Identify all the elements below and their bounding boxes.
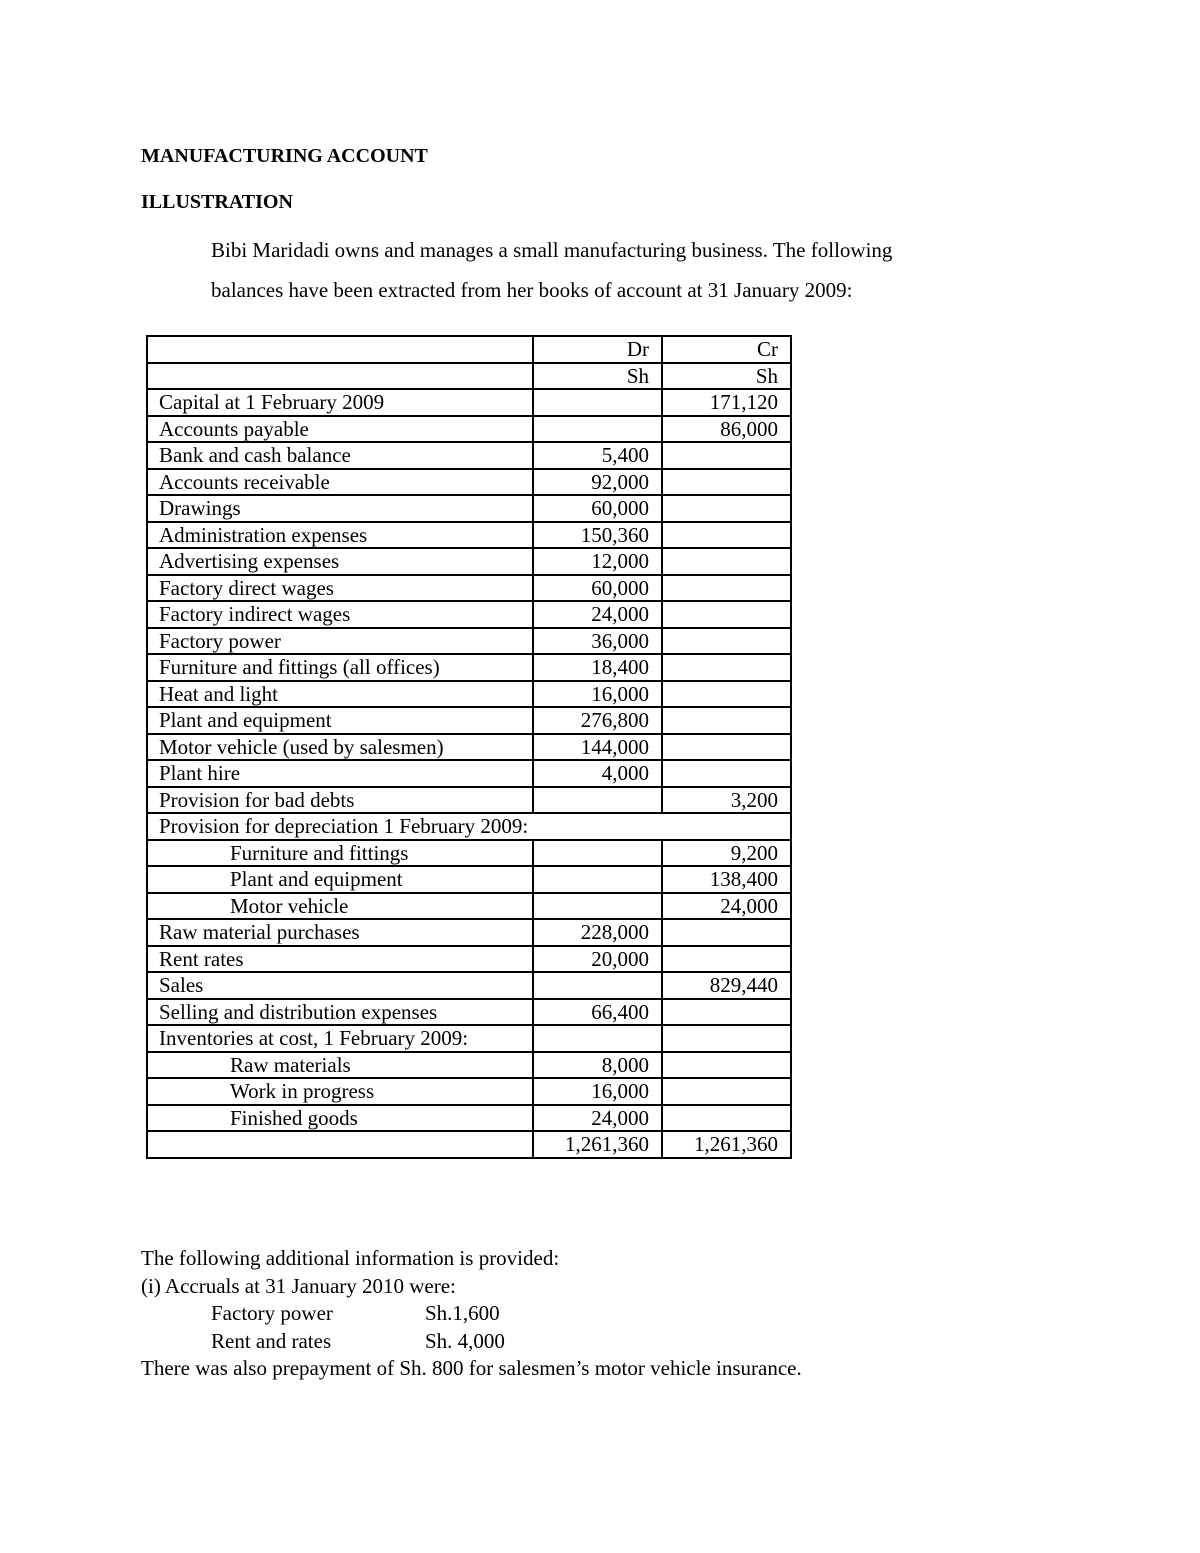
table-row xyxy=(147,787,791,814)
credit-amount xyxy=(662,1105,791,1132)
account-label: Provision for bad debts xyxy=(147,787,533,814)
credit-amount xyxy=(662,628,791,655)
account-label: Accounts payable xyxy=(147,416,533,443)
page-title: MANUFACTURING ACCOUNT xyxy=(141,145,428,167)
debit-amount xyxy=(533,1025,662,1052)
table-row xyxy=(147,734,791,761)
debit-amount: 36,000 xyxy=(533,628,662,655)
account-label: Selling and distribution expenses xyxy=(147,999,533,1026)
credit-amount xyxy=(662,495,791,522)
debit-amount: 66,400 xyxy=(533,999,662,1026)
table-row xyxy=(147,813,791,840)
credit-amount xyxy=(662,601,791,628)
debit-amount: 24,000 xyxy=(533,601,662,628)
table-row xyxy=(147,628,791,655)
table-header-row xyxy=(147,363,791,390)
debit-amount xyxy=(533,389,662,416)
table-row xyxy=(147,548,791,575)
credit-amount xyxy=(662,654,791,681)
debit-amount: 20,000 xyxy=(533,946,662,973)
table-row xyxy=(147,1078,791,1105)
dr-header: Dr xyxy=(533,336,662,363)
table-row xyxy=(147,946,791,973)
debit-amount xyxy=(533,840,662,867)
account-label: Factory power xyxy=(147,628,533,655)
debit-amount xyxy=(533,787,662,814)
trial-balance-table xyxy=(146,335,792,1159)
accrual-amount: Sh.1,600 xyxy=(425,1301,500,1325)
table-row xyxy=(147,760,791,787)
section-title: ILLUSTRATION xyxy=(141,191,293,213)
debit-amount: 228,000 xyxy=(533,919,662,946)
table-row xyxy=(147,707,791,734)
accruals-heading: (i) Accruals at 31 January 2010 were: xyxy=(141,1273,456,1298)
credit-amount xyxy=(662,548,791,575)
table-row xyxy=(147,495,791,522)
debit-amount: 276,800 xyxy=(533,707,662,734)
credit-amount xyxy=(662,760,791,787)
debit-amount xyxy=(533,416,662,443)
account-label: Rent rates xyxy=(147,946,533,973)
debit-amount: 24,000 xyxy=(533,1105,662,1132)
credit-amount xyxy=(662,999,791,1026)
account-label: Finished goods xyxy=(147,1105,533,1132)
table-row xyxy=(147,442,791,469)
credit-amount xyxy=(662,1052,791,1079)
table-row xyxy=(147,1025,791,1052)
account-label: Motor vehicle xyxy=(147,893,533,920)
account-label: Bank and cash balance xyxy=(147,442,533,469)
credit-amount: 86,000 xyxy=(662,416,791,443)
account-label: Plant and equipment xyxy=(147,707,533,734)
table-row xyxy=(147,840,791,867)
account-label: Raw materials xyxy=(147,1052,533,1079)
table-row xyxy=(147,919,791,946)
table-cell xyxy=(147,1131,533,1158)
table-row xyxy=(147,522,791,549)
table-cell xyxy=(147,336,533,363)
inventories-heading: Inventories at cost, 1 February 2009: xyxy=(147,1025,533,1052)
debit-amount: 4,000 xyxy=(533,760,662,787)
account-label: Sales xyxy=(147,972,533,999)
accrual-row xyxy=(141,1328,802,1356)
table-row xyxy=(147,1052,791,1079)
credit-amount xyxy=(662,1078,791,1105)
debit-total: 1,261,360 xyxy=(533,1131,662,1158)
account-label: Accounts receivable xyxy=(147,469,533,496)
account-label: Plant and equipment xyxy=(147,866,533,893)
credit-amount xyxy=(662,707,791,734)
account-label: Capital at 1 February 2009 xyxy=(147,389,533,416)
debit-amount xyxy=(533,866,662,893)
accrual-item: Factory power xyxy=(211,1301,333,1325)
additional-intro: The following additional information is provided: xyxy=(141,1246,560,1270)
table-row xyxy=(147,972,791,999)
credit-amount: 9,200 xyxy=(662,840,791,867)
account-label: Furniture and fittings xyxy=(147,840,533,867)
debit-amount xyxy=(533,893,662,920)
debit-amount: 16,000 xyxy=(533,681,662,708)
table-row xyxy=(147,681,791,708)
credit-amount: 171,120 xyxy=(662,389,791,416)
accrual-row xyxy=(141,1300,802,1328)
debit-amount: 92,000 xyxy=(533,469,662,496)
account-label: Factory indirect wages xyxy=(147,601,533,628)
credit-amount: 24,000 xyxy=(662,893,791,920)
credit-amount xyxy=(662,1025,791,1052)
credit-amount: 829,440 xyxy=(662,972,791,999)
cr-header: Cr xyxy=(662,336,791,363)
debit-amount: 60,000 xyxy=(533,575,662,602)
debit-amount: 8,000 xyxy=(533,1052,662,1079)
account-label: Heat and light xyxy=(147,681,533,708)
credit-amount: 138,400 xyxy=(662,866,791,893)
table-row xyxy=(147,601,791,628)
credit-amount xyxy=(662,734,791,761)
table-row xyxy=(147,1105,791,1132)
account-label: Factory direct wages xyxy=(147,575,533,602)
intro-line: balances have been extracted from her books of account at 31 January 2009: xyxy=(211,278,853,302)
dr-currency: Sh xyxy=(533,363,662,390)
totals-row xyxy=(147,1131,791,1158)
credit-amount xyxy=(662,681,791,708)
credit-amount xyxy=(662,575,791,602)
credit-amount xyxy=(662,522,791,549)
debit-amount: 150,360 xyxy=(533,522,662,549)
debit-amount: 16,000 xyxy=(533,1078,662,1105)
table-row xyxy=(147,999,791,1026)
account-label: Raw material purchases xyxy=(147,919,533,946)
depreciation-heading: Provision for depreciation 1 February 2009: xyxy=(147,813,791,840)
table-cell xyxy=(147,363,533,390)
table-row xyxy=(147,416,791,443)
intro-line: Bibi Maridadi owns and manages a small manufacturing business. The following xyxy=(211,238,893,262)
account-label: Furniture and fittings (all offices) xyxy=(147,654,533,681)
table-row xyxy=(147,575,791,602)
table-row xyxy=(147,654,791,681)
credit-amount xyxy=(662,946,791,973)
debit-amount: 18,400 xyxy=(533,654,662,681)
account-label: Plant hire xyxy=(147,760,533,787)
credit-amount: 3,200 xyxy=(662,787,791,814)
account-label: Work in progress xyxy=(147,1078,533,1105)
debit-amount: 12,000 xyxy=(533,548,662,575)
debit-amount: 60,000 xyxy=(533,495,662,522)
intro-paragraph xyxy=(211,230,1011,310)
accrual-item: Rent and rates xyxy=(211,1328,332,1353)
table-row xyxy=(147,866,791,893)
credit-total: 1,261,360 xyxy=(662,1131,791,1158)
table-row xyxy=(147,469,791,496)
account-label: Advertising expenses xyxy=(147,548,533,575)
debit-amount: 144,000 xyxy=(533,734,662,761)
credit-amount xyxy=(662,442,791,469)
account-label: Administration expenses xyxy=(147,522,533,549)
credit-amount xyxy=(662,469,791,496)
table-row xyxy=(147,893,791,920)
credit-amount xyxy=(662,919,791,946)
prepayment-note: There was also prepayment of Sh. 800 for salesmen’s motor vehicle insurance. xyxy=(141,1356,802,1380)
account-label: Motor vehicle (used by salesmen) xyxy=(147,734,533,761)
debit-amount xyxy=(533,972,662,999)
table-row xyxy=(147,389,791,416)
table-header-row xyxy=(147,336,791,363)
additional-information xyxy=(141,1245,802,1383)
cr-currency: Sh xyxy=(662,363,791,390)
debit-amount: 5,400 xyxy=(533,442,662,469)
account-label: Drawings xyxy=(147,495,533,522)
accrual-amount: Sh. 4,000 xyxy=(425,1328,505,1353)
